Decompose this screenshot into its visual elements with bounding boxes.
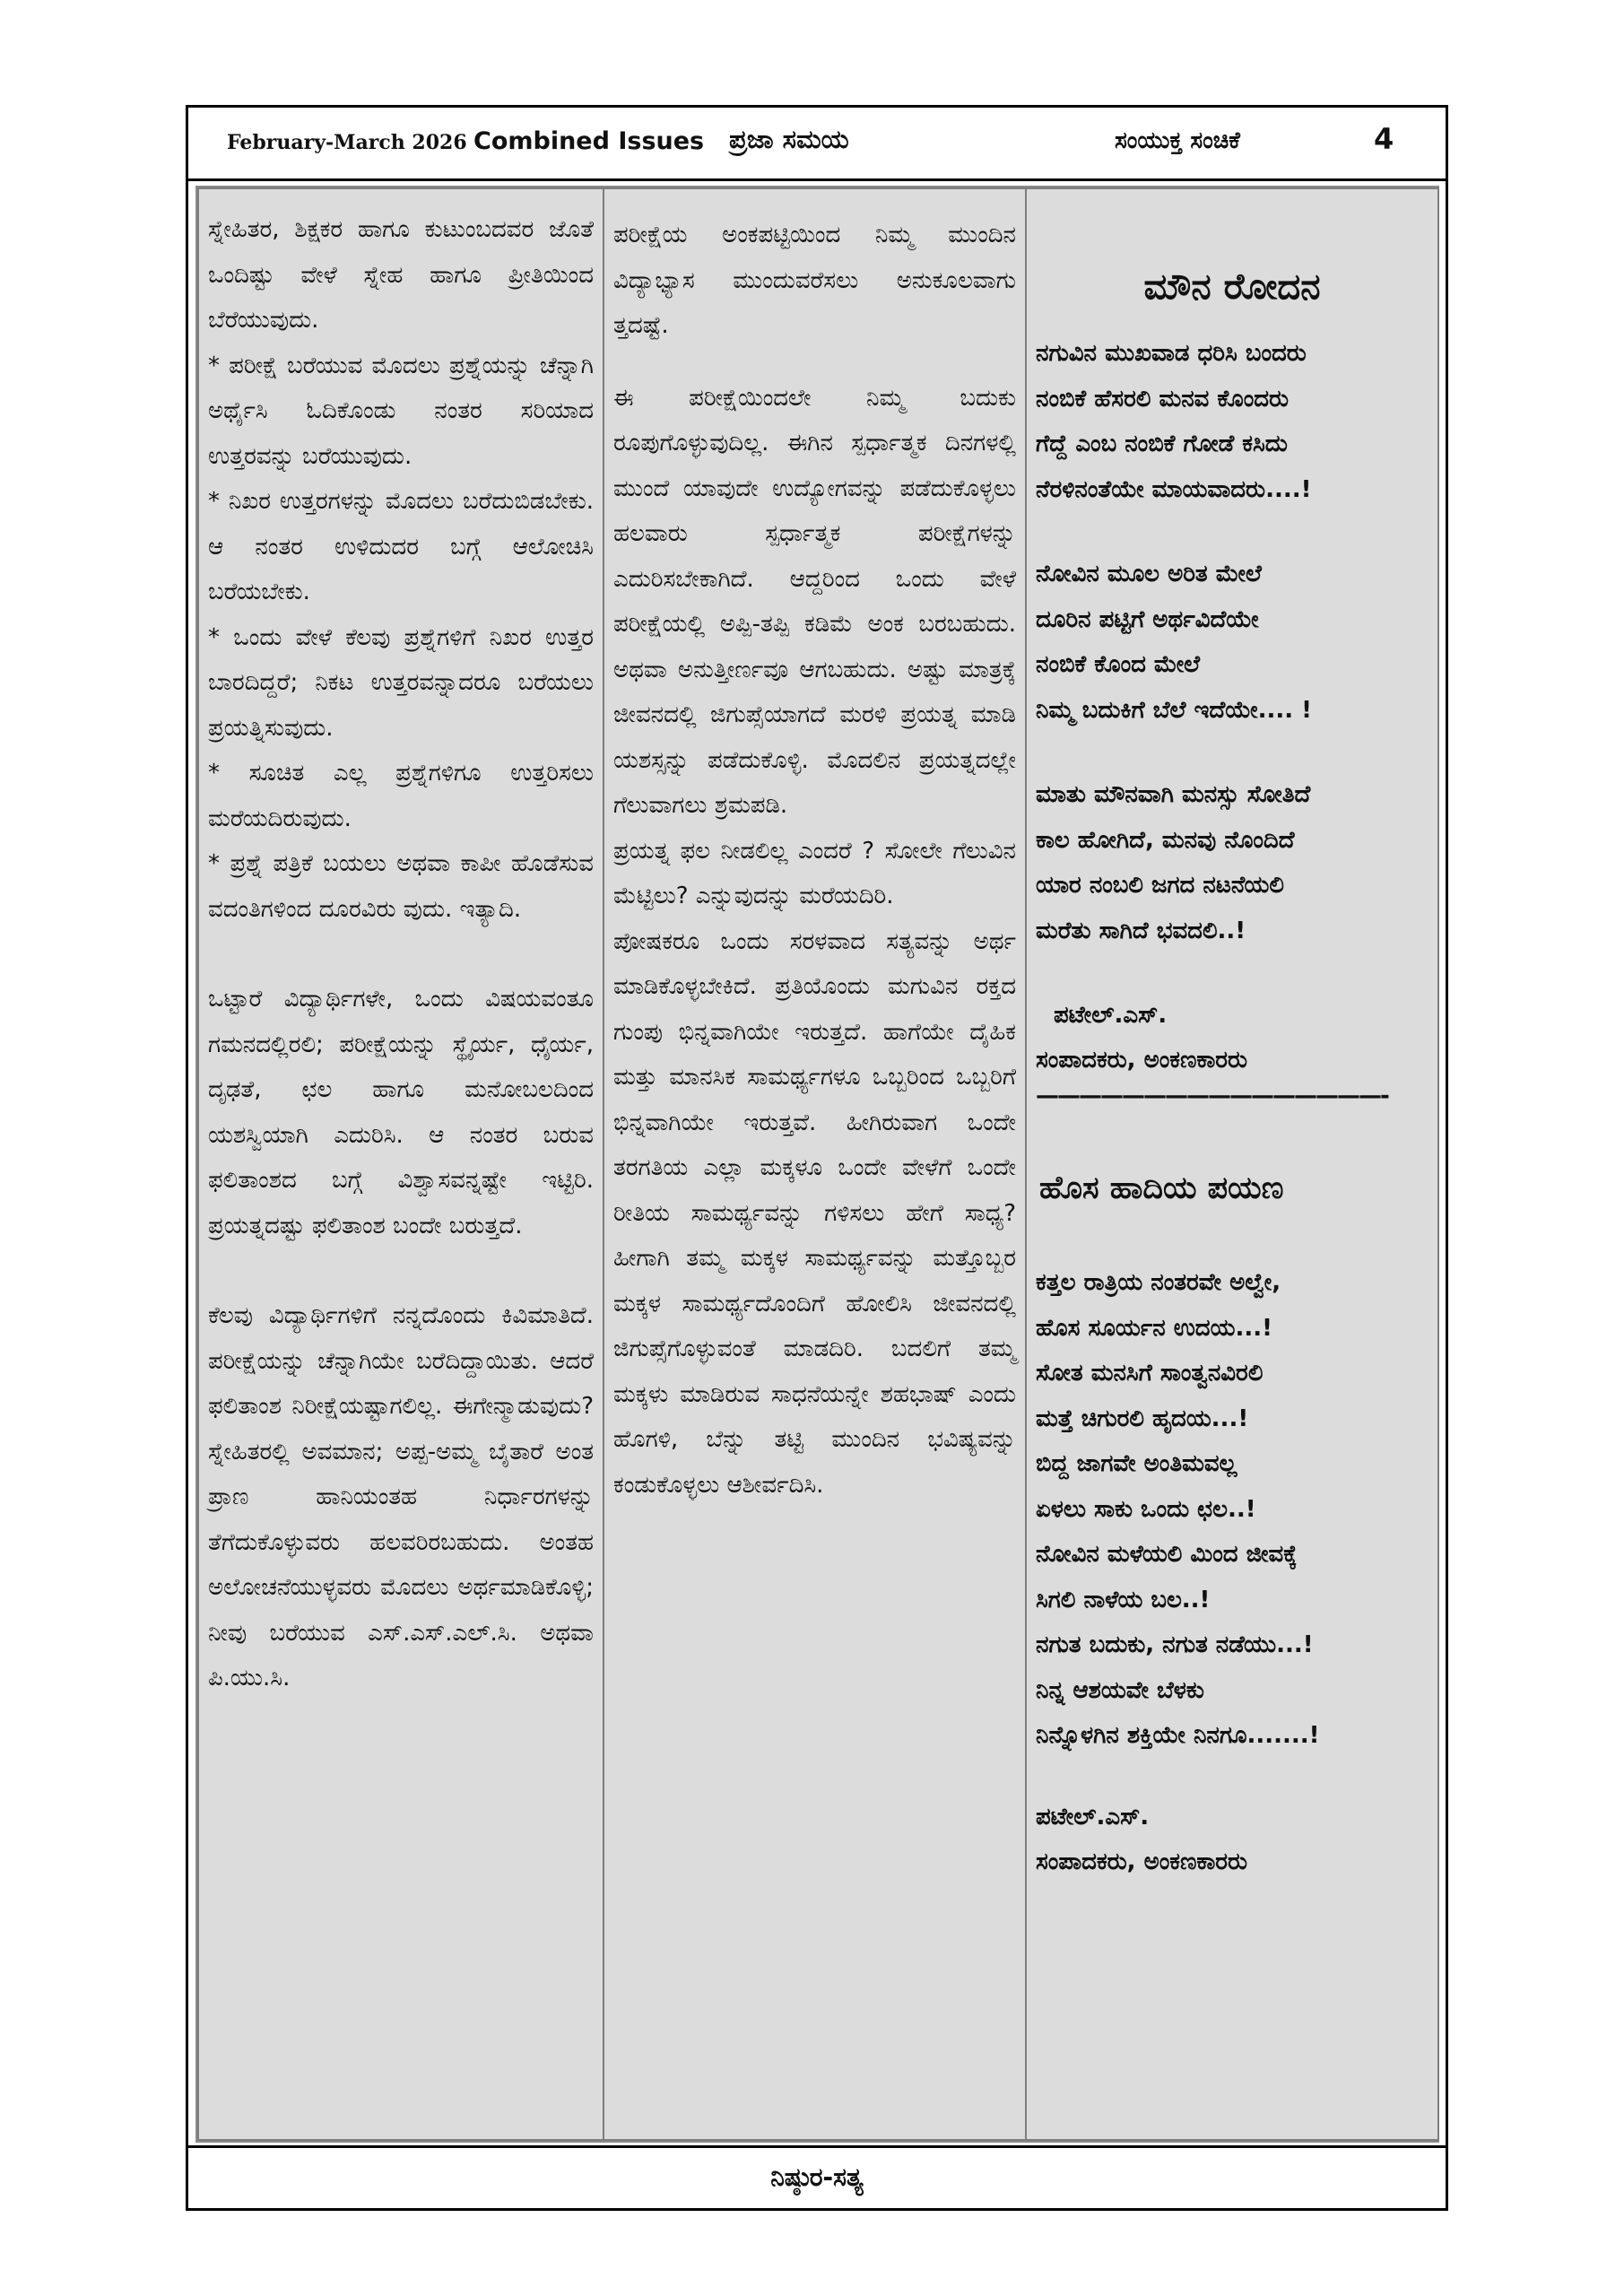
issue-date: February-March 2026 bbox=[227, 131, 467, 154]
author-name: ಪಟೇಲ್.ಎಸ್. bbox=[1054, 1002, 1168, 1029]
poem-line: ಗೆದ್ದೆ ಎಂಬ ನಂಬಿಕೆ ಗೋಡೆ ಕಸಿದು bbox=[1036, 430, 1288, 457]
paragraph: * ಪರೀಕ್ಷೆ ಬರೆಯುವ ಮೊದಲು ಪ್ರಶ್ನೆಯನ್ನು ಚೆನ್ನಾಗಿ ಅರ್ಥೈಸಿ ಓದಿಕೊಂಡು ನಂತರ ಸರಿಯಾದ ಉತ್ತರವನ್ನು ಬರೆಯುವುದು. bbox=[208, 352, 594, 470]
paragraph: * ಒಂದು ವೇಳೆ ಕೆಲವು ಪ್ರಶ್ನೆಗಳಿಗೆ ನಿಖರ ಉತ್ತರ ಬಾರದಿದ್ದರೆ; ನಿಕಟ ಉತ್ತರವನ್ನಾದರೂ ಬರೆಯಲು ಪ್ರಯತ್ನಿಸುವುದು. bbox=[208, 623, 594, 742]
poem-stanza bbox=[1036, 552, 1429, 733]
poem-line: ಮರೆತು ಸಾಗಿದೆ ಭವದಲಿ..! bbox=[1036, 917, 1246, 944]
poem-line: ನೆರಳಿನಂತೆಯೇ ಮಾಯವಾದರು....! bbox=[1036, 475, 1312, 503]
page-footer bbox=[188, 2145, 1446, 2208]
content-columns bbox=[195, 186, 1439, 2143]
poem-line: ಹೊಸ ಸೂರ್ಯನ ಉದಯ...! bbox=[1036, 1314, 1272, 1342]
publication-name: ಪ್ರಜಾ ಸಮಯ bbox=[729, 124, 849, 154]
poem-line: ಸಿಗಲಿ ನಾಳೆಯ ಬಲ..! bbox=[1036, 1586, 1211, 1613]
spacer bbox=[1036, 1759, 1429, 1795]
author-name: ಪಟೇಲ್.ಎಸ್. bbox=[1036, 1803, 1150, 1831]
poem-line: ಕಾಲ ಹೋಗಿದೆ, ಮನವು ನೊಂದಿದೆ bbox=[1036, 826, 1295, 854]
poem-line: ನೋವಿನ ಮೂಲ ಅರಿತ ಮೇಲೆ bbox=[1036, 561, 1262, 587]
spacer bbox=[613, 349, 1016, 376]
poem-line: ನೋವಿನ ಮಳೆಯಲಿ ಮಿಂದ ಜೀವಕ್ಕೆ bbox=[1036, 1541, 1298, 1568]
poem-line: ನಿಮ್ಮ ಬದುಕಿಗೆ ಬೆಲೆ ಇದೆಯೇ.... ! bbox=[1036, 696, 1313, 724]
poem-title: ಮೌನ ರೋದನ bbox=[1143, 266, 1321, 308]
poem-line: ಬಿದ್ದ ಜಾಗವೇ ಅಂತಿಮವಲ್ಲ bbox=[1036, 1450, 1238, 1477]
paragraph: * ಸೂಚಿತ ಎಲ್ಲ ಪ್ರಶ್ನೆಗಳಿಗೂ ಉತ್ತರಿಸಲು ಮರೆಯದಿರುವುದು. bbox=[208, 760, 594, 832]
poem-line: ಸೋತ ಮನಸಿಗೆ ಸಾಂತ್ವನವಿರಲಿ bbox=[1036, 1360, 1264, 1387]
section-separator: ————————————————- bbox=[1036, 1083, 1388, 1109]
poem-title: ಹೊಸ ಹಾದಿಯ ಪಯಣ bbox=[1039, 1170, 1284, 1206]
issue-type-kannada: ಸಂಯುಕ್ತ ಸಂಚಿಕೆ bbox=[1115, 127, 1240, 154]
poem-column bbox=[1025, 187, 1439, 2141]
poem-line: ನಗುವಿನ ಮುಖವಾಡ ಧರಿಸಿ ಬಂದರು bbox=[1036, 340, 1307, 367]
issue-type-english: Combined Issues bbox=[473, 127, 705, 155]
page-frame bbox=[186, 105, 1448, 2211]
paragraph: * ನಿಖರ ಉತ್ತರಗಳನ್ನು ಮೊದಲು ಬರೆದುಬಿಡಬೇಕು. ಆ ನಂತರ ಉಳಿದುದರ ಬಗ್ಗೆ ಆಲೋಚಿಸಿ ಬರೆಯಬೇಕು. bbox=[208, 488, 594, 605]
paragraph: ಸ್ನೇಹಿತರ, ಶಿಕ್ಷಕರ ಹಾಗೂ ಕುಟುಂಬದವರ ಜೊತೆ ಒಂದಿಷ್ಟು ವೇಳೆ ಸ್ನೇಹ ಹಾಗೂ ಪ್ರೀತಿಯಿಂದ ಬೆರೆಯುವುದು. bbox=[208, 216, 594, 334]
poem-line: ಮಾತು ಮೌನವಾಗಿ ಮನಸ್ಸು ಸೋತಿದೆ bbox=[1036, 781, 1311, 808]
poem-line: ಮತ್ತೆ ಚಿಗುರಲಿ ಹೃದಯ...! bbox=[1036, 1405, 1249, 1432]
paragraph: ಪ್ರಯತ್ನ ಫಲ ನೀಡಲಿಲ್ಲ ಎಂದರೆ ? ಸೋಲೇ ಗೆಲುವಿನ ಮೆಟ್ಟಿಲು? ಎನ್ನುವುದನ್ನು ಮರೆಯದಿರಿ. bbox=[613, 837, 1016, 909]
page-number: 4 bbox=[1374, 122, 1394, 156]
spacer bbox=[208, 1248, 594, 1293]
poem-line: ನಂಬಿಕೆ ಹೆಸರಲಿ ಮನವ ಕೊಂದರು bbox=[1036, 385, 1290, 413]
article-column-2 bbox=[604, 187, 1025, 2141]
paragraph: ಈ ಪರೀಕ್ಷೆಯಿಂದಲೇ ನಿಮ್ಮ ಬದುಕು ರೂಪುಗೊಳ್ಳುವುದಿಲ್ಲ. ಈಗಿನ ಸ್ಪರ್ಧಾತ್ಮಕ ದಿನಗಳಲ್ಲಿ ಮುಂದೆ ಯಾವುದೇ ಉದ್ಯೋಗವನ್ನು ಪಡೆದುಕೊಳ್ಳಲು ಹಲವಾರು ಸ್ಪರ್ಧಾತ್ಮಕ ಪರೀಕ್ಷೆಗಳನ್ನು ಎದುರಿಸಬೇಕಾಗಿದೆ. ಆದ್ದರಿಂದ ಒಂದು ವೇಳೆ ಪರೀಕ್ಷೆಯಲ್ಲಿ ಅಪ್ಪಿ-ತಪ್ಪಿ ಕಡಿಮೆ ಅಂಕ ಬರಬಹುದು. ಅಥವಾ ಅನುತ್ತೀರ್ಣವೂ ಆಗಬಹುದು. ಅಷ್ಟು ಮಾತ್ರಕ್ಕೆ ಜೀವನದಲ್ಲಿ ಜಿಗುಪ್ಸೆಯಾಗದೆ ಮರಳಿ ಪ್ರಯತ್ನ ಮಾಡಿ ಯಶಸ್ಸನ್ನು ಪಡೆದುಕೊಳ್ಳಿ. ಮೊದಲಿನ ಪ್ರಯತ್ನದಲ್ಲೇ ಗೆಲುವಾಗಲು ಶ್ರಮಪಡಿ. bbox=[613, 384, 1016, 819]
paragraph: ಪೋಷಕರೂ ಒಂದು ಸರಳವಾದ ಸತ್ಯವನ್ನು ಅರ್ಥ ಮಾಡಿಕೊಳ್ಳಬೇಕಿದೆ. ಪ್ರತಿಯೊಂದು ಮಗುವಿನ ರಕ್ತದ ಗುಂಪು ಭಿನ್ನವಾಗಿಯೇ ಇರುತ್ತದೆ. ಹಾಗೆಯೇ ದೈಹಿಕ ಮತ್ತು ಮಾನಸಿಕ ಸಾಮರ್ಥ್ಯಗಳೂ ಒಬ್ಬರಿಂದ ಒಬ್ಬರಿಗೆ ಭಿನ್ನವಾಗಿಯೇ ಇರುತ್ತವೆ. ಹೀಗಿರುವಾಗ ಒಂದೇ ತರಗತಿಯ ಎಲ್ಲಾ ಮಕ್ಕಳೂ ಒಂದೇ ವೇಳೆಗೆ ಒಂದೇ ರೀತಿಯ ಸಾಮರ್ಥ್ಯವನ್ನು ಗಳಿಸಲು ಹೇಗೆ ಸಾಧ್ಯ? ಹೀಗಾಗಿ ತಮ್ಮ ಮಕ್ಕಳ ಸಾಮರ್ಥ್ಯವನ್ನು ಮತ್ತೊಬ್ಬರ ಮಕ್ಕಳ ಸಾಮರ್ಥ್ಯದೊಂದಿಗೆ ಹೋಲಿಸಿ ಜೀವನದಲ್ಲಿ ಜಿಗುಪ್ಸೆಗೊಳ್ಳುವಂತೆ ಮಾಡದಿರಿ. ಬದಲಿಗೆ ತಮ್ಮ ಮಕ್ಕಳು ಮಾಡಿರುವ ಸಾಧನೆಯನ್ನೇ ಶಹಭಾಷ್ ಎಂದು ಹೊಗಳಿ, ಬೆನ್ನು ತಟ್ಟಿ ಮುಂದಿನ ಭವಿಷ್ಯವನ್ನು ಕಂಡುಕೊಳ್ಳಲು ಆಶೀರ್ವದಿಸಿ. bbox=[613, 927, 1016, 1499]
poem-line: ನಂಬಿಕೆ ಕೊಂದ ಮೇಲೆ bbox=[1036, 651, 1201, 678]
poem-line: ನಿನ್ನ ಆಶಯವೇ ಬೆಳಕು bbox=[1036, 1676, 1204, 1704]
author-role: ಸಂಪಾದಕರು, ಅಂಕಣಕಾರರು bbox=[1036, 1848, 1248, 1875]
poem-stanza bbox=[1036, 331, 1429, 512]
spacer bbox=[208, 932, 594, 977]
paragraph: ಕೆಲವು ವಿದ್ಯಾರ್ಥಿಗಳಿಗೆ ನನ್ನದೊಂದು ಕಿವಿಮಾತಿದೆ. ಪರೀಕ್ಷೆಯನ್ನು ಚೆನ್ನಾಗಿಯೇ ಬರೆದಿದ್ದಾಯಿತು. ಆದರೆ ಫಲಿತಾಂಶ ನಿರೀಕ್ಷೆಯಷ್ಟಾಗಲಿಲ್ಲ. ಈಗೇನ್ಮಾಡುವುದು? ಸ್ನೇಹಿತರಲ್ಲಿ ಅವಮಾನ; ಅಪ್ಪ-ಅಮ್ಮ ಬೈತಾರೆ ಅಂತ ಪ್ರಾಣ ಹಾನಿಯಂತಹ ನಿರ್ಧಾರಗಳನ್ನು ತೆಗೆದುಕೊಳ್ಳುವರು ಹಲವರಿರಬಹುದು. ಅಂತಹ ಅಲೋಚನೆಯುಳ್ಳವರು ಮೊದಲು ಅರ್ಥಮಾಡಿಕೊಳ್ಳಿ; ನೀವು ಬರೆಯುವ ಎಸ್.ಎಸ್.ಎಲ್.ಸಿ. ಅಥವಾ ಪಿ.ಯು.ಸಿ. bbox=[208, 1302, 594, 1692]
paragraph: ಒಟ್ಟಾರೆ ವಿದ್ಯಾರ್ಥಿಗಳೇ, ಒಂದು ವಿಷಯವಂತೂ ಗಮನದಲ್ಲಿರಲಿ; ಪರೀಕ್ಷೆಯನ್ನು ಸ್ಥೈರ್ಯ, ಧೈರ್ಯ, ದೃಢತೆ, ಛಲ ಹಾಗೂ ಮನೋಬಲದಿಂದ ಯಶಸ್ವಿಯಾಗಿ ಎದುರಿಸಿ. ಆ ನಂತರ ಬರುವ ಫಲಿತಾಂಶದ ಬಗ್ಗೆ ವಿಶ್ವಾಸವನ್ನಷ್ಟೇ ಇಟ್ಟಿರಿ. ಪ್ರಯತ್ನದಷ್ಟು ಫಲಿತಾಂಶ ಬಂದೇ ಬರುತ್ತದೆ. bbox=[208, 986, 594, 1239]
footer-text: ನಿಷ್ಠುರ-ಸತ್ಯ bbox=[770, 2162, 864, 2192]
poem-line: ದೂರಿನ ಪಟ್ಟಿಗೆ ಅರ್ಥವಿದೆಯೇ bbox=[1036, 605, 1259, 633]
article-column-1 bbox=[197, 187, 604, 2141]
paragraph: * ಪ್ರಶ್ನೆ ಪತ್ರಿಕೆ ಬಯಲು ಅಥವಾ ಕಾಪೀ ಹೊಡೆಸುವ ವದಂತಿಗಳಿಂದ ದೂರವಿರು ವುದು. ಇತ್ಯಾದಿ. bbox=[208, 850, 594, 923]
page-header bbox=[188, 108, 1446, 181]
poem-stanza bbox=[1036, 772, 1429, 953]
poem-line: ಯಾರ ನಂಬಲಿ ಜಗದ ನಟನೆಯಲಿ bbox=[1036, 872, 1284, 899]
poem-line: ಕತ್ತಲ ರಾತ್ರಿಯ ನಂತರವೇ ಅಲ್ವೇ, bbox=[1036, 1269, 1281, 1296]
poem-line: ನಗುತ ಬದುಕು, ನಗುತ ನಡೆಯು...! bbox=[1036, 1631, 1314, 1658]
author-role: ಸಂಪಾದಕರು, ಅಂಕಣಕಾರರು bbox=[1036, 1047, 1248, 1074]
paragraph: ಪರೀಕ್ಷೆಯ ಅಂಕಪಟ್ಟಿಯಿಂದ ನಿಮ್ಮ ಮುಂದಿನ ವಿದ್ಯಾಭ್ಯಾಸ ಮುಂದುವರೆಸಲು ಅನುಕೂಲವಾಗು ತ್ತದಷ್ಟೆ. bbox=[613, 222, 1016, 339]
poem-line: ಏಳಲು ಸಾಕು ಒಂದು ಛಲ..! bbox=[1036, 1495, 1256, 1523]
poem-line: ನಿನ್ನೊಳಗಿನ ಶಕ್ತಿಯೇ ನಿನಗೂ.......! bbox=[1036, 1722, 1320, 1749]
